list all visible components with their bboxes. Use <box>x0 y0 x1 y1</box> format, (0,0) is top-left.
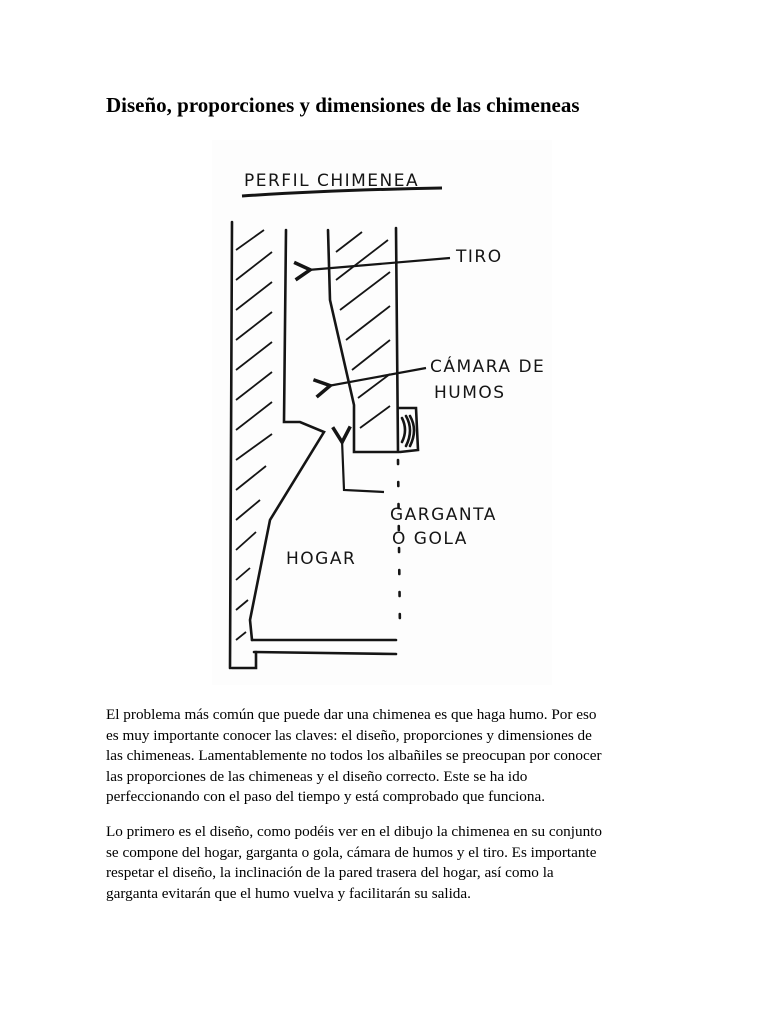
paragraph-line: respetar el diseño, la inclinación de la pared trasera del hogar, así como la <box>106 864 554 881</box>
paragraph-line: las proporciones de las chimeneas y el diseño correcto. Este se ha ido <box>106 767 528 785</box>
chimney-profile-drawing <box>212 140 552 685</box>
paragraph-design <box>106 822 666 904</box>
label-hogar: HOGAR <box>286 549 357 569</box>
label-garganta-line2: O GOLA <box>392 529 468 549</box>
label-garganta-line1: GARGANTA <box>390 505 497 525</box>
front-wall-hatching <box>336 232 390 428</box>
paragraph-intro <box>106 705 666 808</box>
paragraph-line: El problema más común que puede dar una chimenea es que haga humo. Por eso <box>106 706 597 723</box>
chimney-profile-svg <box>212 140 552 685</box>
paragraph-line: perfeccionando con el paso del tiempo y está comprobado que funciona. <box>106 788 546 805</box>
paragraph-line: se compone del hogar, garganta o gola, cámara de humos y el tiro. Es importante <box>106 843 597 861</box>
paragraph-line: garganta evitarán que el humo vuelva y facilitarán su salida. <box>106 884 471 902</box>
paragraph-line: las chimeneas. Lamentablemente no todos los albañiles se preocupan por conocer <box>106 747 602 764</box>
back-wall-hatching <box>236 230 272 640</box>
label-camara-line1: CÁMARA DE <box>430 357 546 377</box>
drawing-heading: PERFIL CHIMENEA <box>244 171 420 191</box>
paragraph-line: Lo primero es el diseño, como podéis ver en el dibujo la chimenea en su conjunto <box>106 823 602 840</box>
page-title: Diseño, proporciones y dimensiones de las chimeneas <box>106 93 580 117</box>
paragraph-line: es muy importante conocer las claves: el diseño, proporciones y dimensiones de <box>106 726 592 744</box>
label-camara-line2: HUMOS <box>434 383 506 403</box>
label-tiro: TIRO <box>456 247 503 267</box>
